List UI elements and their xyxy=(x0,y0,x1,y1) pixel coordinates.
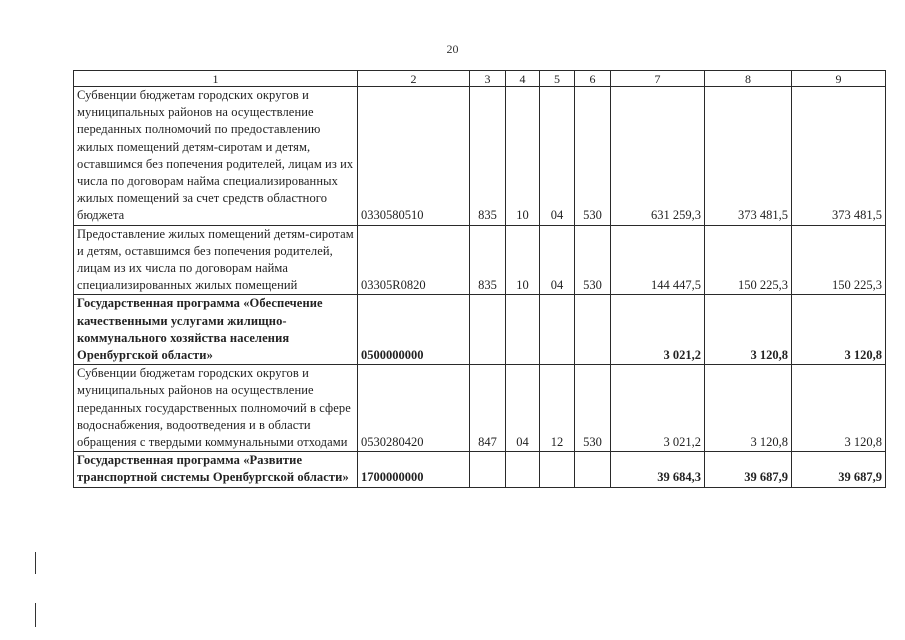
row-code: 0530280420 xyxy=(358,365,470,452)
row-c4: 04 xyxy=(506,365,540,452)
row-c5: 04 xyxy=(540,87,575,226)
table-row xyxy=(74,365,886,452)
table-row xyxy=(74,452,886,487)
row-c4 xyxy=(506,295,540,365)
row-c3 xyxy=(470,452,506,487)
row-name: Предоставление жилых помещений детям-сиротам и детям, оставшимся без попечения родителей, лицам из их числа по договорам найма специализированных жилых помещений xyxy=(74,225,358,295)
row-c5: 04 xyxy=(540,225,575,295)
column-header: 1 xyxy=(74,71,358,87)
column-header: 5 xyxy=(540,71,575,87)
row-code: 03305R0820 xyxy=(358,225,470,295)
row-v9: 3 120,8 xyxy=(792,365,886,452)
row-c4: 10 xyxy=(506,87,540,226)
row-c6: 530 xyxy=(575,87,611,226)
row-name: Субвенции бюджетам городских округов и муниципальных районов на осуществление переданных полномочий по предоставлению жилых помещений детям-сиротам и детям, оставшимся без попечения родителей, лицам из их числа по договорам найма специализированных жилых помещений за счет средств областного бюджета xyxy=(74,87,358,226)
row-c3 xyxy=(470,295,506,365)
row-c6: 530 xyxy=(575,225,611,295)
row-v8: 39 687,9 xyxy=(705,452,792,487)
row-v7: 631 259,3 xyxy=(611,87,705,226)
header-row xyxy=(74,71,886,87)
row-name: Субвенции бюджетам городских округов и муниципальных районов на осуществление переданных государственных полномочий в сфере водоснабжения, водоотведения и в области обращения с твердыми коммунальными отходами xyxy=(74,365,358,452)
row-c5 xyxy=(540,295,575,365)
row-v7: 3 021,2 xyxy=(611,295,705,365)
row-c3: 835 xyxy=(470,225,506,295)
binding-margin-mark xyxy=(35,603,36,627)
column-header: 3 xyxy=(470,71,506,87)
column-header: 7 xyxy=(611,71,705,87)
row-c4: 10 xyxy=(506,225,540,295)
table-row xyxy=(74,225,886,295)
column-header: 6 xyxy=(575,71,611,87)
binding-margin-mark xyxy=(35,552,36,574)
row-v8: 373 481,5 xyxy=(705,87,792,226)
table-row xyxy=(74,87,886,226)
column-header: 9 xyxy=(792,71,886,87)
row-c6: 530 xyxy=(575,365,611,452)
row-c3: 835 xyxy=(470,87,506,226)
row-v9: 373 481,5 xyxy=(792,87,886,226)
row-v9: 39 687,9 xyxy=(792,452,886,487)
row-c6 xyxy=(575,295,611,365)
row-c5: 12 xyxy=(540,365,575,452)
row-v9: 3 120,8 xyxy=(792,295,886,365)
row-v7: 39 684,3 xyxy=(611,452,705,487)
row-code: 0500000000 xyxy=(358,295,470,365)
row-v7: 3 021,2 xyxy=(611,365,705,452)
row-c5 xyxy=(540,452,575,487)
row-code: 1700000000 xyxy=(358,452,470,487)
row-c6 xyxy=(575,452,611,487)
page-number: 20 xyxy=(446,42,459,56)
row-code: 0330580510 xyxy=(358,87,470,226)
column-header: 2 xyxy=(358,71,470,87)
row-v8: 3 120,8 xyxy=(705,295,792,365)
row-c3: 847 xyxy=(470,365,506,452)
row-c4 xyxy=(506,452,540,487)
row-v8: 150 225,3 xyxy=(705,225,792,295)
budget-table xyxy=(73,70,886,488)
row-name: Государственная программа «Развитие транспортной системы Оренбургской области» xyxy=(74,452,358,487)
row-name: Государственная программа «Обеспечение качественными услугами жилищно-коммунального хозяйства населения Оренбургской области» xyxy=(74,295,358,365)
row-v7: 144 447,5 xyxy=(611,225,705,295)
table-row xyxy=(74,295,886,365)
row-v9: 150 225,3 xyxy=(792,225,886,295)
row-v8: 3 120,8 xyxy=(705,365,792,452)
column-header: 4 xyxy=(506,71,540,87)
column-header: 8 xyxy=(705,71,792,87)
